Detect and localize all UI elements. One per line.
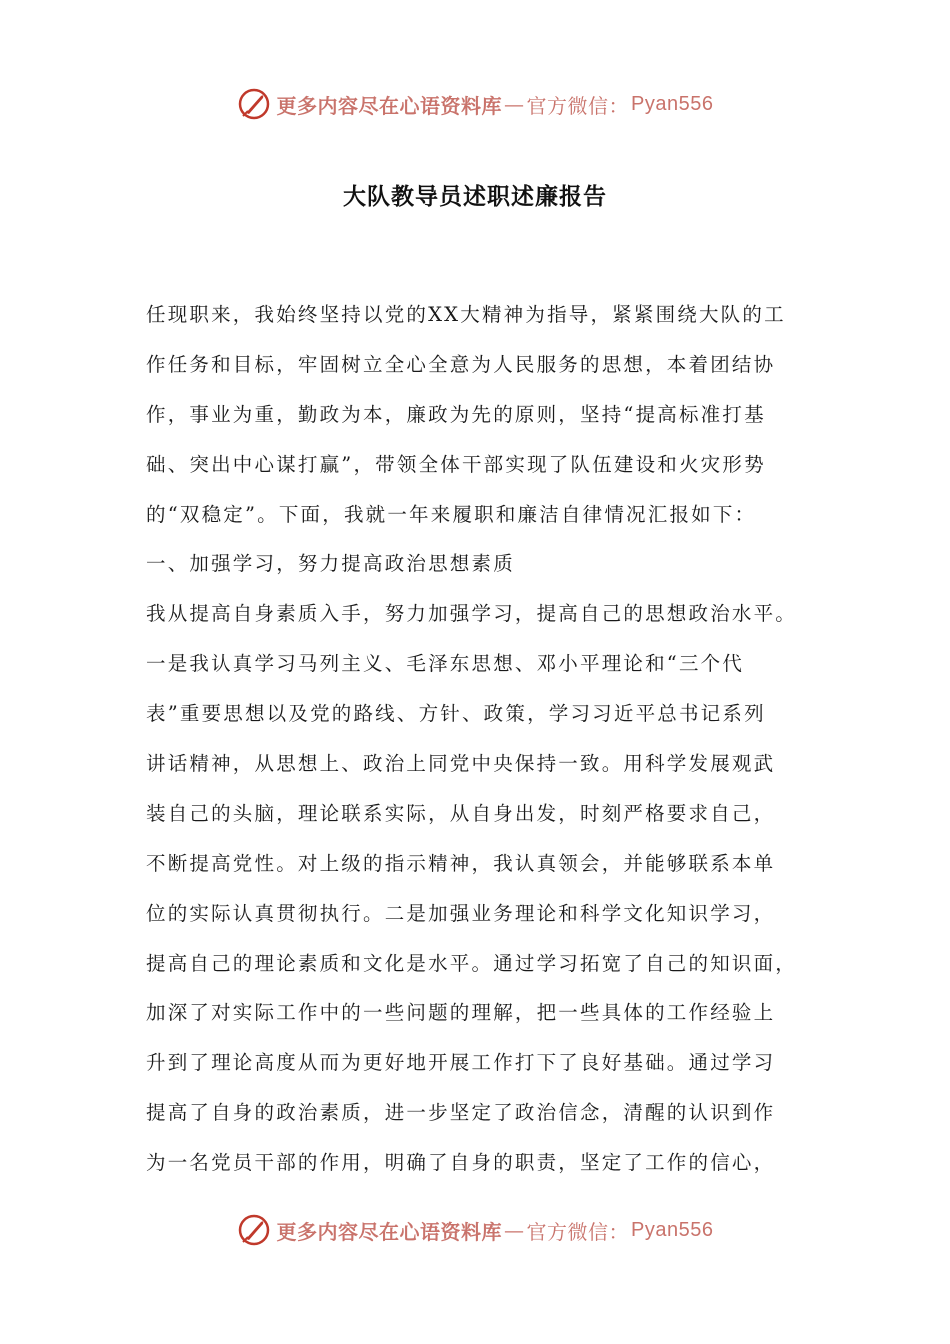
body-line: 位的实际认真贯彻执行。二是加强业务理论和科学文化知识学习， [146, 901, 776, 925]
watermark-id: Pyan556 [631, 92, 714, 115]
watermark-dash: — [504, 92, 525, 116]
quill-logo-icon [237, 87, 271, 121]
body-line: 提高了自身的政治素质，进一步坚定了政治信念，清醒的认识到作 [146, 1101, 776, 1125]
body-line: 作，事业为重，勤政为本，廉政为先的原则，坚持“提高标准打基 [146, 402, 766, 426]
body-line: 的“双稳定”。下面，我就一年来履职和廉洁自律情况汇报如下： [146, 502, 757, 526]
body-line: 升到了理论高度从而为更好地开展工作打下了良好基础。通过学习 [146, 1051, 776, 1075]
body-line: 一是我认真学习马列主义、毛泽东思想、邓小平理论和“三个代 [146, 652, 745, 676]
watermark-brand: 更多内容尽在心语资料库 [276, 93, 503, 118]
body-line: 讲话精神，从思想上、政治上同党中央保持一致。用科学发展观武 [146, 752, 776, 776]
body-line: 表”重要思想以及党的路线、方针、政策，学习习近平总书记系列 [146, 702, 766, 726]
body-line: 础、突出中心谋打赢”，带领全体干部实现了队伍建设和火灾形势 [146, 452, 766, 476]
body-line: 不断提高党性。对上级的指示精神，我认真领会，并能够联系本单 [146, 851, 776, 875]
body-line: 作任务和目标，牢固树立全心全意为人民服务的思想，本着团结协 [146, 352, 776, 376]
watermark-brand: 更多内容尽在心语资料库 [276, 1219, 503, 1244]
watermark-dash: — [504, 1218, 525, 1242]
body-line: 提高自己的理论素质和文化是水平。通过学习拓宽了自己的知识面， [146, 951, 798, 975]
body-line: 装自己的头脑，理论联系实际，从自身出发，时刻严格要求自己， [146, 801, 776, 825]
body-line: 任现职来，我始终坚持以党的XX大精神为指导，紧紧围绕大队的工 [146, 303, 786, 326]
watermark-label: 官方微信： [526, 1219, 630, 1244]
body-line: 我从提高自身素质入手，努力加强学习，提高自己的思想政治水平。 [146, 602, 798, 626]
watermark-label: 官方微信： [526, 93, 630, 118]
body-line: 为一名党员干部的作用，明确了自身的职责，坚定了工作的信心， [146, 1151, 776, 1175]
header-watermark [0, 84, 950, 124]
document-title: 大队教导员述职述廉报告 [343, 183, 607, 210]
document-body [146, 290, 826, 1188]
body-line: 加深了对实际工作中的一些问题的理解，把一些具体的工作经验上 [146, 1001, 776, 1025]
section-heading: 一、加强学习，努力提高政治思想素质 [146, 552, 515, 576]
footer-watermark [0, 1210, 950, 1250]
quill-logo-icon [237, 1213, 271, 1247]
watermark-id: Pyan556 [631, 1218, 714, 1241]
